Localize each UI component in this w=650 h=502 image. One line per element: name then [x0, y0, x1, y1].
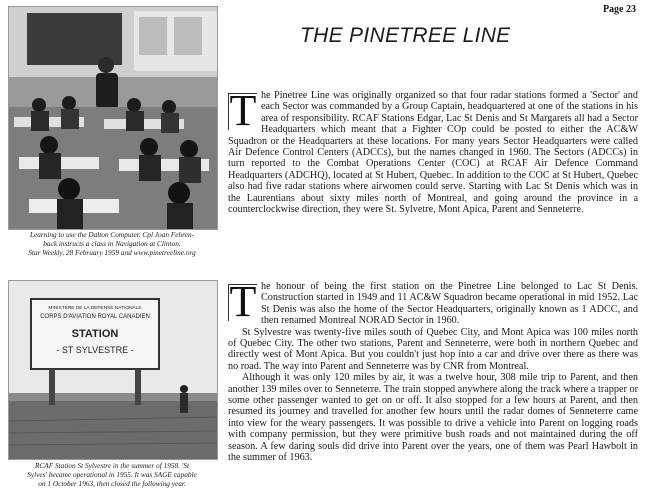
page-number: Page 23: [602, 4, 636, 15]
article-paragraph: Although it was only 120 miles by air, it was a twelve hour, 308 mile trip to Parent, and then another 139 miles over to Senneterre. The train stopped anywhere along the track where a trapper or some other passenger wanted to get on or off. It also stopped for a few hours at Parent, and then resumed its journey and travelled for another few hours until the radar domes of Senneterre came into view for the weary passengers. It was possible to drive a vehicle into Parent on logging roads with company permission, but they were primitive bush roads and not maintained during the off season. A few daring souls did drive into Parent over the years, one of them was Pearl Hawbolt in the summer of 1963.: [228, 372, 638, 464]
article-lac-st-denis: [228, 277, 638, 464]
drop-cap: T: [229, 86, 257, 135]
sign-text-line: - ST SYLVESTRE -: [56, 345, 134, 355]
article-paragraph: he honour of being the first station on the Pinetree Line belonged to Lac St Denis. Construction started in 1949 and 11 AC&W Squadron became operational in mid 1952. Lac St Denis was also the home of the Sector Headquarters, originally known as 1 ADCC, and then renamed Montreal NORAD Sector in 1960.: [261, 281, 638, 327]
classroom-photo: [8, 6, 218, 230]
article-pinetree-organization: [228, 86, 638, 216]
drop-cap: T: [229, 277, 257, 326]
caption-line: back instructs a class in Navigation at Clinton.: [43, 239, 181, 248]
sign-text-line: MINISTERE DE LA DEFENSE NATIONALE: [48, 306, 142, 311]
classroom-photo-caption: [6, 230, 218, 257]
classroom-photo-image: [9, 7, 217, 229]
caption-line: Star Weekly, 28 February 1959 and www.pinetreeline.org: [28, 248, 196, 257]
caption-line: Sylves' became operational in 1955. It was SAGE capable: [27, 470, 197, 479]
page-title: THE PINETREE LINE: [300, 24, 511, 47]
station-sign-photo-image: [9, 281, 217, 459]
station-sign-photo-caption: [6, 461, 218, 488]
station-sign-photo: [8, 280, 218, 460]
article-paragraph: St Sylvestre was twenty-five miles south of Quebec City, and Mont Apica was 100 miles north of Quebec City. The other two stations, Parent and Senneterre, were both in northern Quebec and directly west of Mont Apica. But you couldn't just hop into a car and drive over there as there was no road. The way into Parent and Senneterre was by CNR from Montreal.: [228, 326, 638, 372]
caption-line: RCAF Station St Sylvestre in the summer of 1958. 'St: [34, 461, 190, 470]
sign-text-line: STATION: [71, 328, 119, 340]
caption-line: on 1 October 1963, then closed the following year.: [38, 479, 186, 488]
article-paragraph: he Pinetree Line was originally organized so that four radar stations formed a 'Sector' and each Sector was commanded by a Group Captain, headquartered at one of the stations in his area of responsibility. RCAF Stations Edgar, Lac St Denis and St Margarets all had a Sector Headquarters which meant that a Fighter COp could be posted to either the AC&W Squadron or the Headquarters at these locations. For many years Sector Headquarters were called Air Defence Control Centers (ADCCs), but the names changed in 1960. The Sectors (ADCCs) in turn reported to the Combat Operations Center (COC) at RCAF Air Defence Command Headquarters (ADCHQ), located at St Hubert, Quebec. In addition to the COC at St Hubert, Quebec also had five radar stations where airwomen could serve. Starting with Lac St Denis which was in the Laurentians about sixty miles north of Montreal, and going around the province in a counterclockwise direction, they were St. Sylvetre, Mont Apica, Parent and Senneterre.: [228, 90, 638, 216]
sign-text-line: CORPS D'AVIATION ROYAL CANADIEN: [40, 314, 150, 320]
caption-line: Learning to use the Dalton Computer. Cpl Joan Fehren-: [29, 230, 195, 239]
